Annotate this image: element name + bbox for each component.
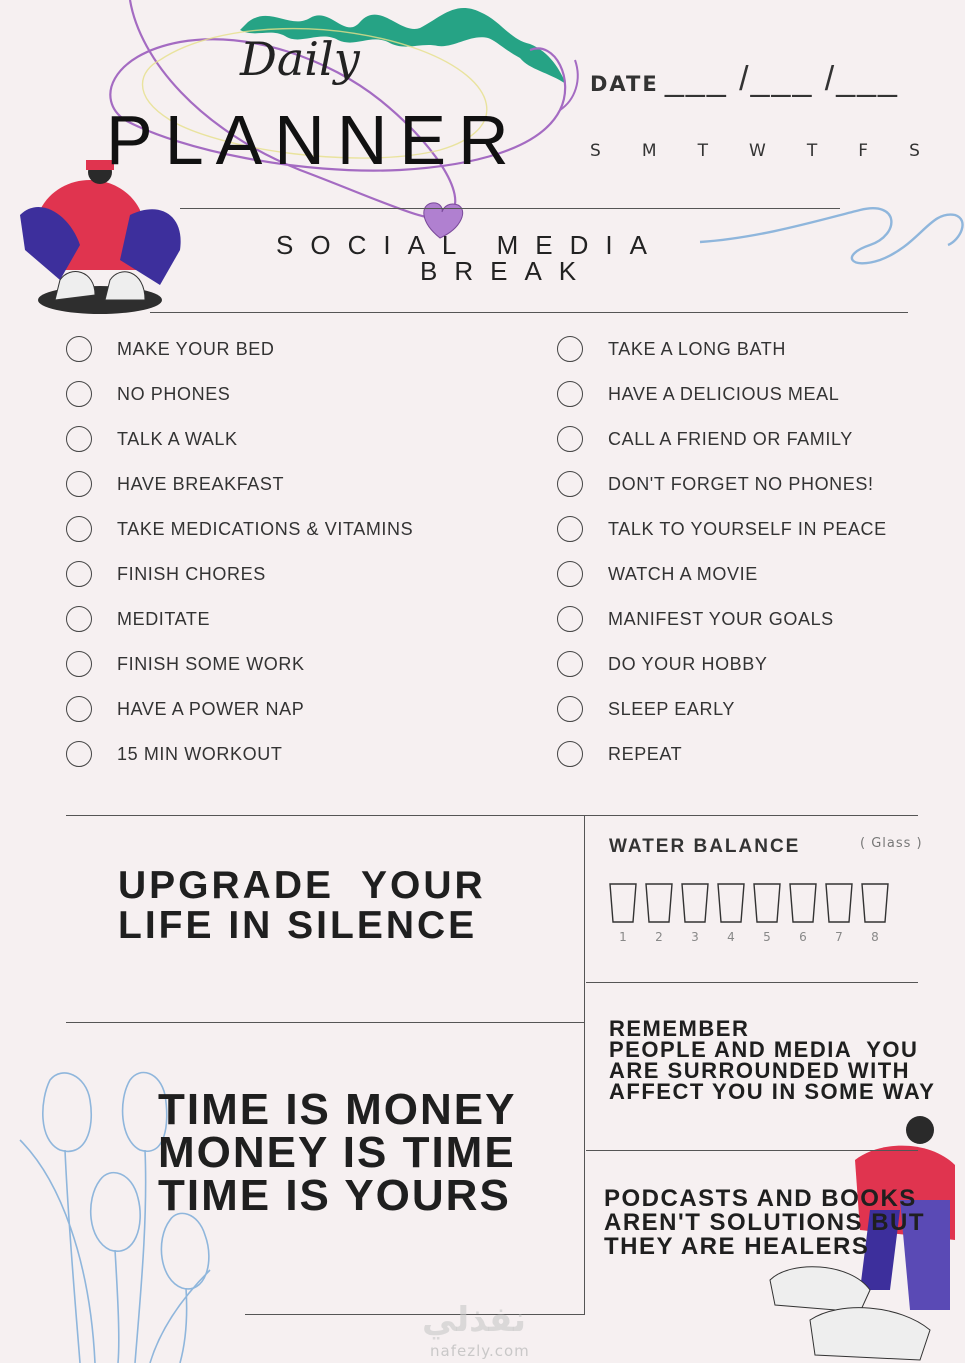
water-glass[interactable] — [608, 882, 638, 944]
checklist-item[interactable] — [557, 741, 682, 767]
checkbox-circle[interactable] — [66, 606, 92, 632]
quote-line: ARE SURROUNDED WITH — [609, 1058, 911, 1083]
checkbox-circle[interactable] — [557, 561, 583, 587]
water-glass[interactable] — [860, 882, 890, 944]
glass-number: 5 — [763, 930, 771, 944]
checklist-item[interactable] — [557, 516, 887, 542]
checkbox-circle[interactable] — [66, 516, 92, 542]
checkbox-circle[interactable] — [66, 381, 92, 407]
quote-podcasts — [604, 1187, 925, 1259]
water-balance-title: WATER BALANCE — [609, 836, 801, 857]
date-label: DATE — [590, 72, 659, 96]
water-glass[interactable] — [752, 882, 782, 944]
header-divider-bottom — [150, 312, 908, 313]
grid-line-remember-bottom — [586, 1150, 918, 1151]
quote-line: THEY ARE HEALERS — [604, 1233, 870, 1260]
date-field[interactable]: ___ /___ /___ — [665, 60, 899, 98]
quote-remember — [609, 1018, 935, 1102]
title-planner: PLANNER — [106, 101, 521, 179]
weekday-sun[interactable]: S — [590, 141, 601, 161]
checklist-item[interactable] — [557, 471, 874, 497]
checklist-item-label: FINISH SOME WORK — [117, 653, 305, 674]
checkbox-circle[interactable] — [66, 426, 92, 452]
grid-line-water-bottom — [586, 982, 918, 983]
glass-icon[interactable] — [788, 882, 818, 924]
glass-number: 1 — [619, 930, 627, 944]
glass-number: 8 — [871, 930, 879, 944]
checklist-item-label: NO PHONES — [117, 383, 231, 404]
glass-icon[interactable] — [680, 882, 710, 924]
glass-icon[interactable] — [644, 882, 674, 924]
water-glass[interactable] — [644, 882, 674, 944]
checklist-item-label: DON'T FORGET NO PHONES! — [608, 473, 874, 494]
title-daily: Daily — [240, 32, 360, 86]
checklist-item-label: HAVE A POWER NAP — [117, 698, 305, 719]
weekday-fri[interactable]: F — [858, 141, 869, 161]
checklist-item-label: TALK TO YOURSELF IN PEACE — [608, 518, 887, 539]
subtitle-break: BREAK — [420, 256, 594, 286]
checkbox-circle[interactable] — [557, 471, 583, 497]
checklist-item[interactable] — [557, 561, 758, 587]
checkbox-circle[interactable] — [557, 516, 583, 542]
glass-icon[interactable] — [824, 882, 854, 924]
checklist-item-label: HAVE BREAKFAST — [117, 473, 285, 494]
checklist-item-label: MEDITATE — [117, 608, 211, 629]
checklist-item[interactable] — [66, 381, 230, 407]
checklist-item-label: 15 MIN WORKOUT — [117, 743, 283, 764]
quote-line: UPGRADE YOUR — [118, 864, 486, 907]
checkbox-circle[interactable] — [66, 336, 92, 362]
header-divider-top — [180, 208, 840, 209]
glass-icon[interactable] — [608, 882, 638, 924]
checklist-item-label: HAVE A DELICIOUS MEAL — [608, 383, 840, 404]
checklist-item-label: SLEEP EARLY — [608, 698, 736, 719]
quote-line: PEOPLE AND MEDIA YOU — [609, 1037, 919, 1062]
checkbox-circle[interactable] — [557, 696, 583, 722]
watermark-url: nafezly.com — [430, 1342, 530, 1360]
glass-number: 2 — [655, 930, 663, 944]
quote-upgrade — [118, 866, 486, 946]
checklist-item[interactable] — [66, 516, 413, 542]
checklist-item-label: TALK A WALK — [117, 428, 238, 449]
crouching-character-illustration — [20, 160, 181, 314]
checklist-item[interactable] — [557, 651, 768, 677]
glass-number: 6 — [799, 930, 807, 944]
grid-line-vertical — [584, 815, 585, 1315]
checklist-item[interactable] — [557, 606, 834, 632]
glass-number: 7 — [835, 930, 843, 944]
checkbox-circle[interactable] — [66, 696, 92, 722]
subtitle-social-media: SOCIAL MEDIA — [276, 230, 664, 260]
checklist-item[interactable] — [557, 696, 735, 722]
grid-line-middle-left — [66, 1022, 584, 1023]
checklist-item[interactable] — [557, 336, 786, 362]
glass-icon[interactable] — [752, 882, 782, 924]
checklist-item-label: CALL A FRIEND OR FAMILY — [608, 428, 853, 449]
water-glass[interactable] — [716, 882, 746, 944]
checklist-item[interactable] — [66, 426, 238, 452]
checklist-item-label: TAKE MEDICATIONS & VITAMINS — [117, 518, 414, 539]
checklist-item[interactable] — [66, 336, 275, 362]
checkbox-circle[interactable] — [557, 741, 583, 767]
quote-line: PODCASTS AND BOOKS — [604, 1185, 917, 1212]
checklist-item-label: WATCH A MOVIE — [608, 563, 758, 584]
grid-line-bottom — [245, 1314, 585, 1315]
checklist-item-label: MAKE YOUR BED — [117, 338, 275, 359]
checkbox-circle[interactable] — [66, 561, 92, 587]
quote-line: TIME IS MONEY — [158, 1085, 517, 1134]
checkbox-circle[interactable] — [66, 471, 92, 497]
checkbox-circle[interactable] — [66, 651, 92, 677]
checkbox-circle[interactable] — [557, 336, 583, 362]
checklist-item[interactable] — [66, 651, 305, 677]
checklist-item[interactable] — [66, 471, 284, 497]
quote-line: AFFECT YOU IN SOME WAY — [609, 1079, 936, 1104]
quote-line: TIME IS YOURS — [158, 1171, 511, 1220]
checklist-item[interactable] — [557, 381, 839, 407]
glass-number: 3 — [691, 930, 699, 944]
checklist-item[interactable] — [557, 426, 853, 452]
quote-line: REMEMBER — [609, 1016, 750, 1041]
checkbox-circle[interactable] — [557, 606, 583, 632]
water-glasses — [608, 882, 890, 944]
checkbox-circle[interactable] — [66, 741, 92, 767]
checklist-item[interactable] — [66, 696, 304, 722]
quote-time-money — [158, 1085, 517, 1220]
checklist-item[interactable] — [66, 561, 266, 587]
checkbox-circle[interactable] — [557, 426, 583, 452]
quote-line: LIFE IN SILENCE — [118, 904, 478, 947]
checkbox-circle[interactable] — [557, 381, 583, 407]
water-glass[interactable] — [824, 882, 854, 944]
weekday-sat[interactable]: S — [909, 141, 920, 161]
checklist-item-label: MANIFEST YOUR GOALS — [608, 608, 834, 629]
quote-line: MONEY IS TIME — [158, 1128, 516, 1177]
water-unit-label: ( Glass ) — [860, 836, 923, 851]
glass-icon[interactable] — [860, 882, 890, 924]
checklist-item-label: REPEAT — [608, 743, 683, 764]
blue-squiggle-decoration — [700, 208, 963, 263]
grid-line-top — [66, 815, 918, 816]
weekday-row — [590, 141, 920, 161]
weekday-wed[interactable]: W — [749, 141, 766, 161]
quote-line: AREN'T SOLUTIONS BUT — [604, 1209, 926, 1236]
checkbox-circle[interactable] — [557, 651, 583, 677]
checklist-item[interactable] — [66, 606, 210, 632]
glass-icon[interactable] — [716, 882, 746, 924]
checklist-item-label: FINISH CHORES — [117, 563, 266, 584]
watermark-logo: نفذلي — [422, 1300, 527, 1340]
water-glass[interactable] — [788, 882, 818, 944]
weekday-thu[interactable]: T — [806, 141, 818, 161]
checklist-item[interactable] — [66, 741, 282, 767]
water-glass[interactable] — [680, 882, 710, 944]
glass-number: 4 — [727, 930, 735, 944]
weekday-tue[interactable]: T — [697, 141, 708, 161]
checklist-item-label: DO YOUR HOBBY — [608, 653, 768, 674]
checklist-item-label: TAKE A LONG BATH — [608, 338, 786, 359]
weekday-mon[interactable]: M — [641, 141, 657, 161]
